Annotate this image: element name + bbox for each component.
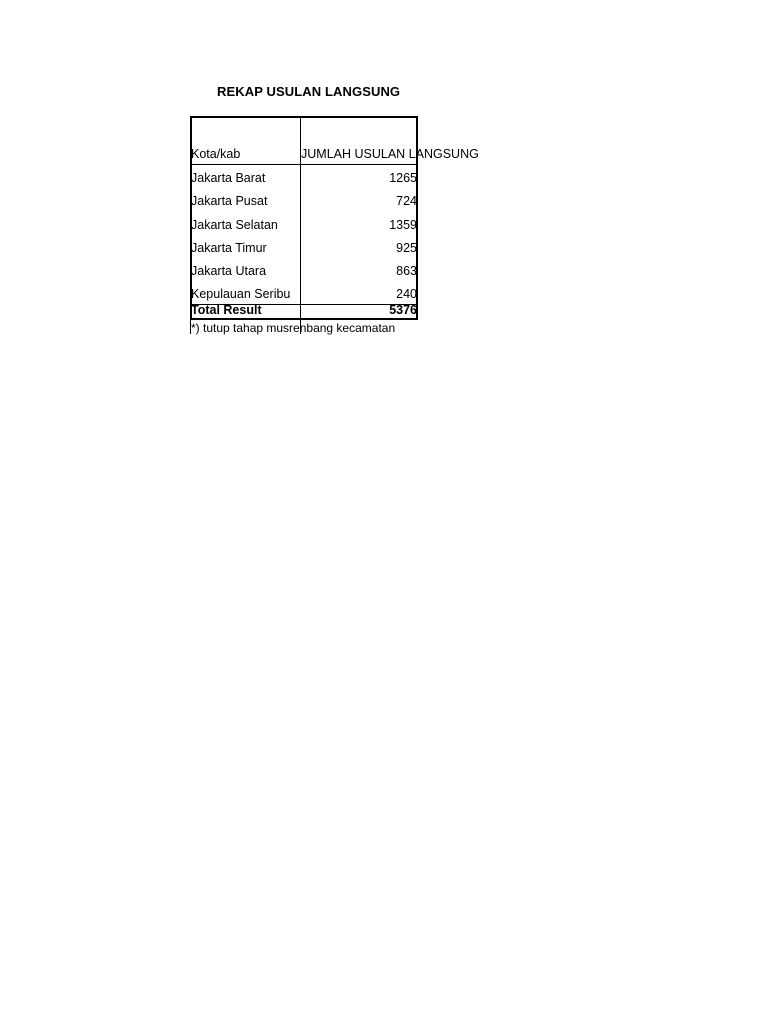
- column-header-jumlah: JUMLAH USULAN LANGSUNG: [301, 147, 479, 161]
- header-divider: [190, 164, 418, 165]
- table-row-name: Jakarta Utara: [191, 264, 267, 278]
- column-header-kota: Kota/kab: [191, 147, 241, 161]
- table-row-name: Jakarta Timur: [191, 241, 267, 255]
- document-title: REKAP USULAN LANGSUNG: [217, 84, 401, 99]
- table-row-name: Jakarta Barat: [191, 171, 266, 185]
- table-row-name: Jakarta Selatan: [191, 218, 278, 232]
- total-value: 5376: [389, 303, 417, 317]
- table-row-value: 724: [396, 194, 417, 208]
- table-row-value: 925: [396, 241, 417, 255]
- total-label: Total Result: [191, 303, 262, 317]
- table-row-value: 1359: [389, 218, 417, 232]
- table-row-name: Jakarta Pusat: [191, 194, 268, 208]
- table-row-value: 863: [396, 264, 417, 278]
- table-row-name: Kepulauan Seribu: [191, 287, 291, 301]
- footnote: *) tutup tahap musrenbang kecamatan: [191, 321, 396, 335]
- table-row-value: 1265: [389, 171, 417, 185]
- table-row-value: 240: [396, 287, 417, 301]
